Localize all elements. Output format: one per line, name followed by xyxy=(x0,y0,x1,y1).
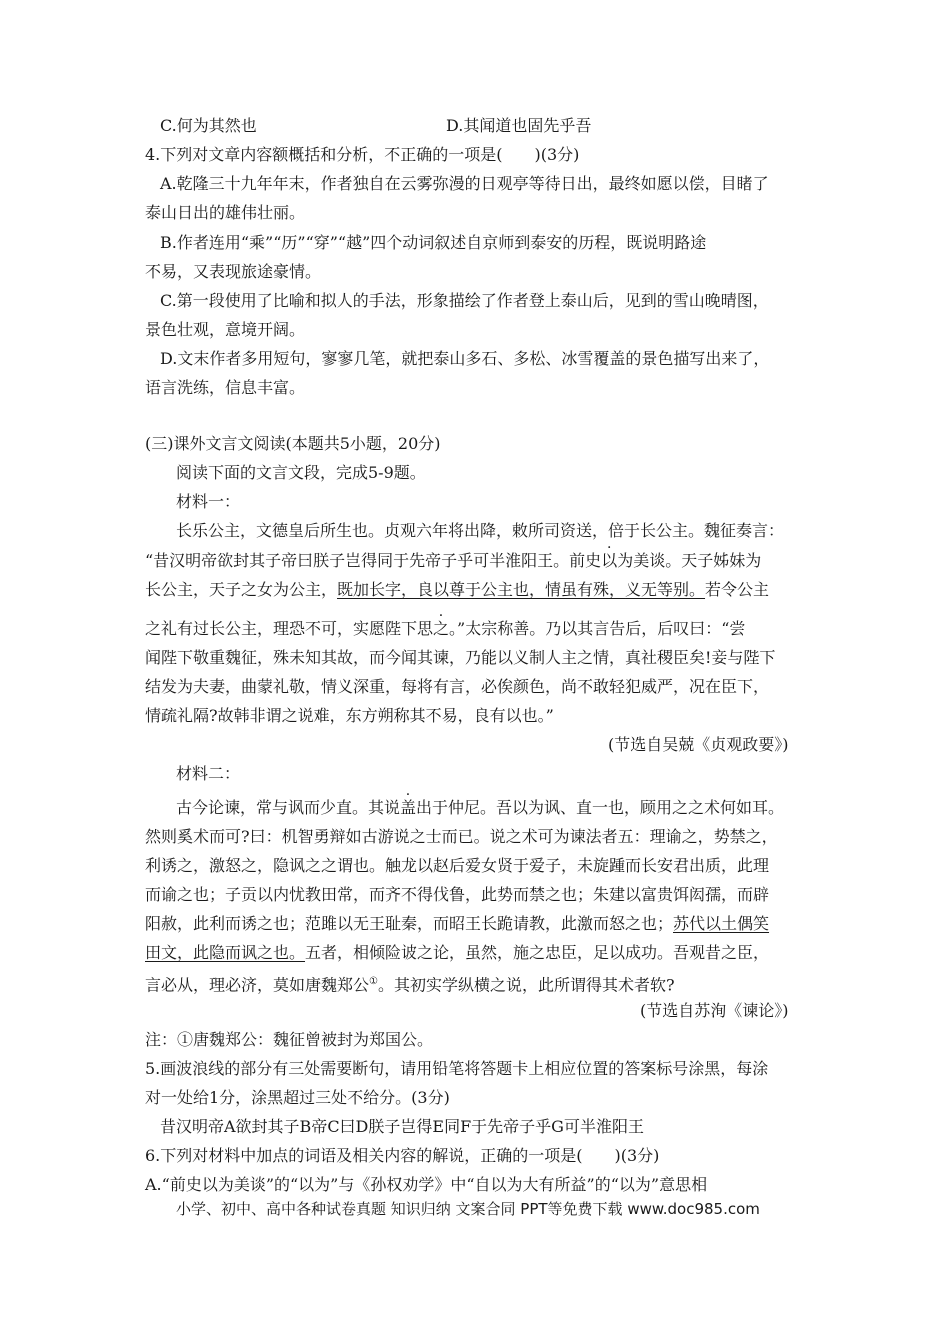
q6-option-a-line1: A.“前史以为美谈”的“以为”与《孙权劝学》中“自以为大有所益”的“以为”意思相 xyxy=(145,1175,708,1194)
section3-instruction: 阅读下面的文言文段，完成5-9题。 xyxy=(176,463,426,482)
material1-line3-text-b: 若令公主 xyxy=(705,580,770,599)
material1-line6: 结发为夫妻，曲蒙礼敬，情义深重，每将有言，必俟颜色，尚不敢轻犯威严，况在臣下， xyxy=(145,677,770,696)
q4-option-a-line2: 泰山日出的雄伟壮丽。 xyxy=(145,203,306,222)
q5-line2: 对一处给1分，涂黑超过三处不给分。(3分) xyxy=(145,1088,450,1107)
material2-line1-text-b: 出于仲尼。吾以为讽、直一也，顾用之之术何如耳。 xyxy=(416,798,785,817)
material1-line2 xyxy=(145,551,761,571)
material2-line1 xyxy=(176,798,784,818)
material1-label: 材料一： xyxy=(176,492,241,511)
material2-line5 xyxy=(145,914,769,934)
q5-line1: 5.画波浪线的部分有三处需要断句，请用铅笔将答题卡上相应位置的答案标号涂黑，每涂 xyxy=(145,1059,769,1078)
material2-line4: 而谕之也；子贡以内忧教田常，而齐不得伐鲁，此势而禁之也；朱建以富贵饵闳孺，而辟 xyxy=(145,885,770,904)
dotted-word-gai: 盖 xyxy=(400,798,417,817)
material1-line4 xyxy=(145,619,745,639)
material2-line5-text-a: 阳赦，此利而诱之也；范雎以无王耻秦，而昭王长跪请教，此激而怒之也； xyxy=(145,914,674,933)
dotted-word-zhi: 之 xyxy=(433,619,450,638)
q4-option-d-line2: 语言洗练，信息丰富。 xyxy=(145,378,306,397)
material2-line7-text-a: 言必从，理必济，莫如唐魏郑公 xyxy=(145,975,370,995)
material1-line4-text-a: 之礼有过长公主，理恐不可，实愿陛下思 xyxy=(145,619,434,638)
material2-line7 xyxy=(145,972,675,995)
material1-line3-text-a: 长公主，天子之女为公主， xyxy=(145,580,338,599)
footnote-marker: ① xyxy=(369,976,378,987)
q5-line3: 昔汉明帝A欲封其子B帝C曰D朕子岂得E同F于先帝子乎G可半淮阳王 xyxy=(160,1117,644,1136)
material2-line3: 利诱之，激怒之，隐讽之之谓也。触龙以赵后爱女贤于爱子，未旋踵而长安君出质，此理 xyxy=(145,856,770,875)
material1-line5: 闻陛下敬重魏征，殊未知其故，而今闻其谏，乃能以义制人主之情，真社稷臣矣!妾与陛下 xyxy=(145,648,776,667)
material1-line4-text-b: 。”太宗称善。乃以其言告后，后叹曰：“尝 xyxy=(449,619,746,638)
underlined-phrase-1: 既加长字，良以尊于公主也，情虽有殊， xyxy=(337,580,626,599)
underlined-phrase-4: 田文，此隐而讽之也。 xyxy=(145,943,306,962)
q4-option-c-line2: 景色壮观，意境开阔。 xyxy=(145,320,306,339)
material1-source: (节选自吴兢《贞观政要》) xyxy=(608,735,789,754)
section3-heading: (三)课外文言文阅读(本题共5小题，20分) xyxy=(145,434,441,453)
underlined-phrase-3: 苏代以土偶笑 xyxy=(673,914,770,933)
q6-stem: 6.下列对材料中加点的词语及相关内容的解说，正确的一项是( )(3分) xyxy=(145,1146,660,1165)
q4-option-d-line1: D.文末作者多用短句，寥寥几笔，就把泰山多石、多松、冰雪覆盖的景色描写出来了， xyxy=(160,349,770,368)
underlined-phrase-2: 义无等别。 xyxy=(625,580,706,599)
q4-option-a-line1: A.乾隆三十九年年末，作者独自在云雾弥漫的日观亭等待日出，最终如愿以偿，目睹了 xyxy=(160,174,769,193)
material1-line3 xyxy=(145,580,769,600)
footer-ad-text: 小学、初中、高中各种试卷真题 知识归纳 文案合同 PPT等免费下载 www.doc985.com xyxy=(176,1200,760,1218)
q4-option-c-line1: C.第一段使用了比喻和拟人的手法，形象描绘了作者登上泰山后，见到的雪山晚晴图， xyxy=(160,291,769,310)
material1-line1: 长乐公主，文德皇后所生也。贞观六年将出降，敕所司资送，倍于长公主。魏征奏言： xyxy=(176,521,785,540)
q3-option-d: D.其闻道也固先乎吾 xyxy=(446,116,592,135)
q4-option-b-line1: B.作者连用“乘”“历”“穿”“越”四个动词叙述自京师到泰安的历程，既说明路途 xyxy=(160,233,707,252)
q4-stem: 4.下列对文章内容额概括和分析，不正确的一项是( )(3分) xyxy=(145,145,580,164)
footnote: 注：①唐魏郑公：魏征曾被封为郑国公。 xyxy=(145,1030,434,1049)
material1-line7: 情疏礼隔?故韩非谓之说难，东方朔称其不易，良有以也。” xyxy=(145,706,554,725)
material2-line2: 然则奚术而可?曰：机智勇辩如古游说之士而已。说之术可为谏法者五：理谕之，势禁之， xyxy=(145,827,778,846)
q4-option-b-line2: 不易，又表现旅途豪情。 xyxy=(145,262,322,281)
material1-line2-text-a: “昔汉明帝欲封其子帝曰朕子岂得同于先帝子乎可半淮阳王。前史 xyxy=(145,551,602,570)
dotted-word-yi: 以 xyxy=(601,551,618,570)
material2-line1-text-a: 古今论谏，常与讽而少直。其说 xyxy=(176,798,401,817)
material2-line6 xyxy=(145,943,769,963)
material2-line6-text-b: 五者，相倾险诐之论，虽然，施之忠臣，足以成功。吾观昔之臣， xyxy=(305,943,770,962)
q3-option-c: C.何为其然也 xyxy=(160,116,257,135)
material2-label: 材料二： xyxy=(176,764,241,783)
material1-line2-text-b: 为美谈。天子姊妹为 xyxy=(617,551,762,570)
material2-line7-text-b: 。其初实学纵横之说，此所谓得其术者软? xyxy=(377,975,675,995)
material2-source: (节选自苏洵《谏论》) xyxy=(640,1001,789,1020)
